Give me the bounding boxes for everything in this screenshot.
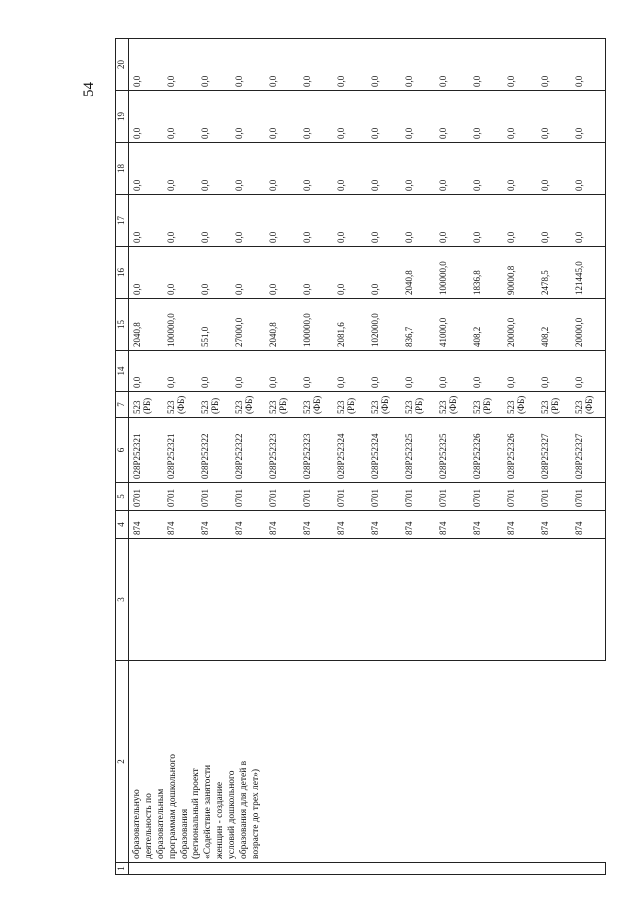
cell-col-19: 0,0 bbox=[333, 91, 367, 143]
cell-col-3 bbox=[469, 539, 503, 661]
cell-target-article: 028P252322 bbox=[197, 418, 231, 483]
cell-col-18: 0,0 bbox=[401, 143, 435, 195]
cell-col-3 bbox=[197, 539, 231, 661]
cell-target-article: 028P252325 bbox=[435, 418, 469, 483]
cell-col-19: 0,0 bbox=[503, 91, 537, 143]
column-number-header: 16 bbox=[116, 247, 129, 299]
description-line: программам дошкольного bbox=[167, 754, 178, 859]
cell-col-18: 0,0 bbox=[197, 143, 231, 195]
cell-col-14: 0,0 bbox=[469, 351, 503, 392]
description-line: образования bbox=[179, 808, 190, 859]
cell-expense-type: 523 (РБ) bbox=[265, 392, 299, 418]
cell-col-17: 0,0 bbox=[163, 195, 197, 247]
cell-col-19: 0,0 bbox=[231, 91, 265, 143]
cell-col-19: 0,0 bbox=[367, 91, 401, 143]
description-line: условий дошкольного bbox=[227, 770, 237, 859]
cell-col-19: 0,0 bbox=[163, 91, 197, 143]
cell-col-17: 0,0 bbox=[299, 195, 333, 247]
column-number-header: 17 bbox=[116, 195, 129, 247]
cell-expense-type: 523 (РБ) bbox=[537, 392, 571, 418]
cell-col-15: 2040,8 bbox=[265, 299, 299, 351]
cell-col-15: 2081,6 bbox=[333, 299, 367, 351]
cell-col-18: 0,0 bbox=[299, 143, 333, 195]
cell-col-1 bbox=[197, 863, 231, 875]
cell-col-14: 0,0 bbox=[163, 351, 197, 392]
cell-col-1 bbox=[571, 863, 606, 875]
cell-col-18: 0,0 bbox=[435, 143, 469, 195]
description-line: образовательным bbox=[155, 788, 166, 859]
cell-col-17: 0,0 bbox=[537, 195, 571, 247]
cell-section-code: 0701 bbox=[163, 483, 197, 511]
cell-col-3 bbox=[299, 539, 333, 661]
column-number-header: 1 bbox=[116, 863, 129, 875]
cell-col-18: 0,0 bbox=[503, 143, 537, 195]
cell-department-code: 874 bbox=[503, 511, 537, 539]
cell-col-17: 0,0 bbox=[265, 195, 299, 247]
column-number-header: 14 bbox=[116, 351, 129, 392]
cell-col-20: 0,0 bbox=[537, 39, 571, 91]
cell-col-19: 0,0 bbox=[435, 91, 469, 143]
cell-col-18: 0,0 bbox=[469, 143, 503, 195]
cell-section-code: 0701 bbox=[265, 483, 299, 511]
budget-table bbox=[115, 38, 606, 875]
cell-col-16: 0,0 bbox=[367, 247, 401, 299]
cell-target-article: 028P252324 bbox=[367, 418, 401, 483]
column-number-header: 7 bbox=[116, 392, 129, 418]
cell-department-code: 874 bbox=[537, 511, 571, 539]
cell-col-16: 0,0 bbox=[197, 247, 231, 299]
cell-expense-type: 523 (ФБ) bbox=[367, 392, 401, 418]
cell-col-1 bbox=[333, 863, 367, 875]
cell-col-19: 0,0 bbox=[469, 91, 503, 143]
cell-expense-type: 523 (ФБ) bbox=[503, 392, 537, 418]
cell-section-code: 0701 bbox=[231, 483, 265, 511]
page-number: 54 bbox=[81, 82, 97, 97]
cell-col-17: 0,0 bbox=[401, 195, 435, 247]
cell-col-1 bbox=[231, 863, 265, 875]
cell-col-20: 0,0 bbox=[469, 39, 503, 91]
cell-col-16: 0,0 bbox=[333, 247, 367, 299]
cell-col-3 bbox=[537, 539, 571, 661]
cell-description bbox=[129, 661, 606, 863]
cell-col-20: 0,0 bbox=[163, 39, 197, 91]
cell-col-14: 0,0 bbox=[197, 351, 231, 392]
cell-target-article: 028P252327 bbox=[537, 418, 571, 483]
cell-col-16: 0,0 bbox=[163, 247, 197, 299]
cell-section-code: 0701 bbox=[571, 483, 606, 511]
cell-col-17: 0,0 bbox=[435, 195, 469, 247]
cell-col-16: 2040,8 bbox=[401, 247, 435, 299]
cell-target-article: 028P252323 bbox=[299, 418, 333, 483]
cell-col-14: 0,0 bbox=[333, 351, 367, 392]
cell-col-15: 836,7 bbox=[401, 299, 435, 351]
cell-target-article: 028P252323 bbox=[265, 418, 299, 483]
cell-col-16: 0,0 bbox=[231, 247, 265, 299]
description-line: возрасте до трех лет») bbox=[250, 768, 261, 859]
cell-col-19: 0,0 bbox=[537, 91, 571, 143]
cell-col-15: 551,0 bbox=[197, 299, 231, 351]
cell-section-code: 0701 bbox=[129, 483, 164, 511]
cell-expense-type: 523 (РБ) bbox=[401, 392, 435, 418]
cell-col-14: 0,0 bbox=[367, 351, 401, 392]
table-row bbox=[129, 39, 164, 875]
cell-col-18: 0,0 bbox=[367, 143, 401, 195]
cell-col-20: 0,0 bbox=[401, 39, 435, 91]
cell-department-code: 874 bbox=[435, 511, 469, 539]
cell-expense-type: 523 (ФБ) bbox=[163, 392, 197, 418]
description-line: (региональный проект bbox=[191, 768, 202, 859]
cell-col-19: 0,0 bbox=[299, 91, 333, 143]
cell-target-article: 028P252322 bbox=[231, 418, 265, 483]
cell-section-code: 0701 bbox=[503, 483, 537, 511]
cell-section-code: 0701 bbox=[367, 483, 401, 511]
cell-col-14: 0,0 bbox=[129, 351, 164, 392]
cell-col-16: 90000,8 bbox=[503, 247, 537, 299]
cell-col-18: 0,0 bbox=[129, 143, 164, 195]
cell-col-1 bbox=[503, 863, 537, 875]
cell-col-16: 121445,0 bbox=[571, 247, 606, 299]
column-number-header: 6 bbox=[116, 418, 129, 483]
cell-section-code: 0701 bbox=[299, 483, 333, 511]
cell-col-15: 100000,0 bbox=[163, 299, 197, 351]
cell-department-code: 874 bbox=[333, 511, 367, 539]
description-line: образовательную bbox=[132, 789, 142, 859]
cell-department-code: 874 bbox=[197, 511, 231, 539]
cell-col-1 bbox=[265, 863, 299, 875]
cell-section-code: 0701 bbox=[435, 483, 469, 511]
cell-col-17: 0,0 bbox=[129, 195, 164, 247]
description-line: женщин - создание bbox=[215, 781, 226, 859]
cell-col-20: 0,0 bbox=[265, 39, 299, 91]
cell-col-16: 2478,5 bbox=[537, 247, 571, 299]
cell-expense-type: 523 (ФБ) bbox=[299, 392, 333, 418]
cell-col-1 bbox=[435, 863, 469, 875]
cell-col-15: 100000,0 bbox=[299, 299, 333, 351]
column-number-header: 3 bbox=[116, 539, 129, 661]
column-number-header: 15 bbox=[116, 299, 129, 351]
cell-col-17: 0,0 bbox=[333, 195, 367, 247]
cell-col-3 bbox=[367, 539, 401, 661]
cell-col-14: 0,0 bbox=[435, 351, 469, 392]
cell-col-16: 0,0 bbox=[129, 247, 164, 299]
cell-target-article: 028P252321 bbox=[163, 418, 197, 483]
cell-col-15: 41000,0 bbox=[435, 299, 469, 351]
cell-target-article: 028P252321 bbox=[129, 418, 164, 483]
cell-col-20: 0,0 bbox=[367, 39, 401, 91]
cell-col-1 bbox=[367, 863, 401, 875]
cell-department-code: 874 bbox=[469, 511, 503, 539]
cell-expense-type: 523 (ФБ) bbox=[231, 392, 265, 418]
cell-col-1 bbox=[129, 863, 164, 875]
cell-col-18: 0,0 bbox=[537, 143, 571, 195]
cell-col-18: 0,0 bbox=[231, 143, 265, 195]
cell-section-code: 0701 bbox=[469, 483, 503, 511]
cell-col-3 bbox=[571, 539, 606, 661]
cell-col-14: 0,0 bbox=[537, 351, 571, 392]
cell-col-15: 408,2 bbox=[537, 299, 571, 351]
column-number-row bbox=[116, 39, 129, 875]
cell-col-20: 0,0 bbox=[333, 39, 367, 91]
cell-col-1 bbox=[163, 863, 197, 875]
column-number-header: 2 bbox=[116, 661, 129, 863]
cell-col-16: 1836,8 bbox=[469, 247, 503, 299]
cell-target-article: 028P252326 bbox=[503, 418, 537, 483]
cell-col-20: 0,0 bbox=[503, 39, 537, 91]
cell-col-3 bbox=[231, 539, 265, 661]
cell-expense-type: 523 (РБ) bbox=[469, 392, 503, 418]
cell-col-3 bbox=[265, 539, 299, 661]
cell-expense-type: 523 (РБ) bbox=[333, 392, 367, 418]
cell-col-15: 2040,8 bbox=[129, 299, 164, 351]
description-line: «Содействие занятости bbox=[203, 764, 214, 859]
cell-expense-type: 523 (ФБ) bbox=[571, 392, 606, 418]
cell-col-1 bbox=[299, 863, 333, 875]
cell-department-code: 874 bbox=[571, 511, 606, 539]
cell-col-17: 0,0 bbox=[367, 195, 401, 247]
cell-department-code: 874 bbox=[163, 511, 197, 539]
table-body bbox=[129, 39, 606, 875]
description-line: образования для детей в bbox=[238, 760, 249, 859]
cell-col-3 bbox=[129, 539, 164, 661]
column-number-header: 20 bbox=[116, 39, 129, 91]
cell-col-19: 0,0 bbox=[571, 91, 606, 143]
cell-target-article: 028P252327 bbox=[571, 418, 606, 483]
cell-expense-type: 523 (РБ) bbox=[197, 392, 231, 418]
cell-col-1 bbox=[469, 863, 503, 875]
cell-col-19: 0,0 bbox=[197, 91, 231, 143]
cell-col-20: 0,0 bbox=[129, 39, 164, 91]
cell-col-20: 0,0 bbox=[435, 39, 469, 91]
cell-col-15: 27000,0 bbox=[231, 299, 265, 351]
cell-col-1 bbox=[401, 863, 435, 875]
cell-col-14: 0,0 bbox=[571, 351, 606, 392]
cell-section-code: 0701 bbox=[537, 483, 571, 511]
cell-target-article: 028P252325 bbox=[401, 418, 435, 483]
cell-section-code: 0701 bbox=[333, 483, 367, 511]
cell-col-18: 0,0 bbox=[333, 143, 367, 195]
cell-col-18: 0,0 bbox=[265, 143, 299, 195]
cell-col-15: 102000,0 bbox=[367, 299, 401, 351]
cell-section-code: 0701 bbox=[197, 483, 231, 511]
cell-col-19: 0,0 bbox=[129, 91, 164, 143]
column-number-header: 19 bbox=[116, 91, 129, 143]
cell-col-15: 20000,0 bbox=[503, 299, 537, 351]
cell-col-17: 0,0 bbox=[503, 195, 537, 247]
cell-target-article: 028P252326 bbox=[469, 418, 503, 483]
cell-col-20: 0,0 bbox=[299, 39, 333, 91]
cell-col-14: 0,0 bbox=[299, 351, 333, 392]
cell-department-code: 874 bbox=[265, 511, 299, 539]
cell-col-17: 0,0 bbox=[469, 195, 503, 247]
cell-col-15: 408,2 bbox=[469, 299, 503, 351]
cell-expense-type: 523 (РБ) bbox=[129, 392, 164, 418]
cell-col-16: 0,0 bbox=[299, 247, 333, 299]
cell-department-code: 874 bbox=[367, 511, 401, 539]
cell-col-18: 0,0 bbox=[163, 143, 197, 195]
cell-col-3 bbox=[435, 539, 469, 661]
cell-col-14: 0,0 bbox=[265, 351, 299, 392]
cell-col-14: 0,0 bbox=[231, 351, 265, 392]
description-line: деятельность по bbox=[143, 793, 154, 859]
cell-col-15: 20000,0 bbox=[571, 299, 606, 351]
cell-department-code: 874 bbox=[129, 511, 164, 539]
cell-department-code: 874 bbox=[299, 511, 333, 539]
cell-col-20: 0,0 bbox=[571, 39, 606, 91]
cell-col-3 bbox=[333, 539, 367, 661]
cell-col-19: 0,0 bbox=[265, 91, 299, 143]
cell-col-3 bbox=[401, 539, 435, 661]
cell-col-16: 100000,0 bbox=[435, 247, 469, 299]
cell-department-code: 874 bbox=[401, 511, 435, 539]
cell-col-17: 0,0 bbox=[231, 195, 265, 247]
cell-col-16: 0,0 bbox=[265, 247, 299, 299]
cell-department-code: 874 bbox=[231, 511, 265, 539]
cell-expense-type: 523 (ФБ) bbox=[435, 392, 469, 418]
cell-col-3 bbox=[503, 539, 537, 661]
cell-col-20: 0,0 bbox=[231, 39, 265, 91]
cell-col-3 bbox=[163, 539, 197, 661]
cell-col-18: 0,0 bbox=[571, 143, 606, 195]
cell-col-14: 0,0 bbox=[401, 351, 435, 392]
column-number-header: 5 bbox=[116, 483, 129, 511]
cell-target-article: 028P252324 bbox=[333, 418, 367, 483]
cell-col-14: 0,0 bbox=[503, 351, 537, 392]
cell-col-1 bbox=[537, 863, 571, 875]
cell-section-code: 0701 bbox=[401, 483, 435, 511]
column-number-header: 18 bbox=[116, 143, 129, 195]
cell-col-19: 0,0 bbox=[401, 91, 435, 143]
cell-col-17: 0,0 bbox=[197, 195, 231, 247]
cell-col-20: 0,0 bbox=[197, 39, 231, 91]
column-number-header: 4 bbox=[116, 511, 129, 539]
cell-col-17: 0,0 bbox=[571, 195, 606, 247]
